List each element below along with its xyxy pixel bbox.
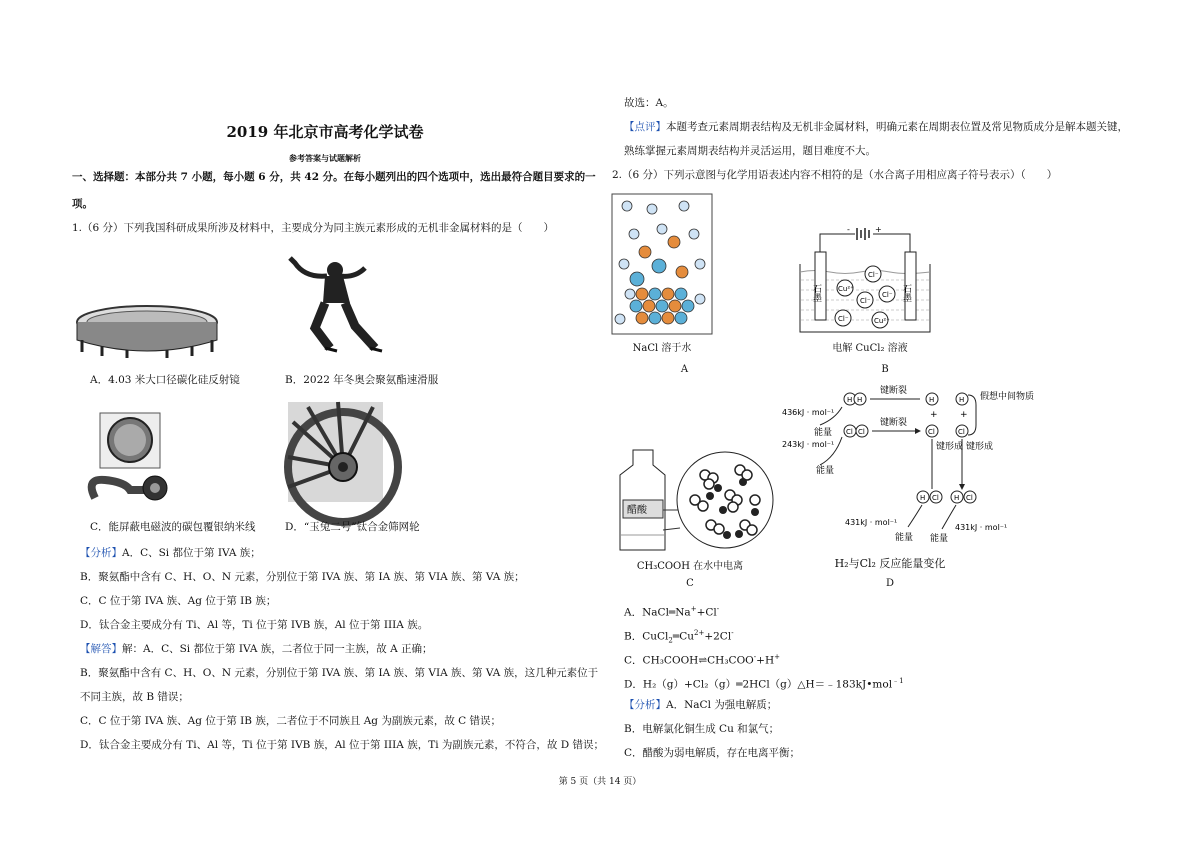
- electrode-label-right: 石墨: [901, 284, 911, 302]
- q2-option-c: C．CH₃COOH⇌CH₃COO-+H+: [624, 653, 781, 667]
- fig-c-label: C: [686, 578, 694, 589]
- section-heading-cont: 项。: [72, 198, 93, 210]
- svg-text:Cl: Cl: [958, 428, 965, 436]
- svg-text:Cl: Cl: [858, 428, 865, 436]
- svg-text:Cl⁻: Cl⁻: [860, 297, 871, 305]
- intermediate-label: 假想中间物质: [980, 392, 1035, 402]
- svg-text:H: H: [857, 396, 863, 404]
- page-title: 2019 年北京市高考化学试卷: [226, 123, 424, 141]
- mirror-image: [72, 300, 222, 360]
- q1-answer-2b: 不同主族，故 B 错误；: [80, 691, 189, 703]
- break-label-2: 键断裂: [880, 418, 908, 428]
- svg-text:Cl⁻: Cl⁻: [838, 315, 849, 323]
- q1-option-c: C．能屏蔽电磁波的碳包覆银纳米线: [90, 521, 256, 533]
- q2-analysis-a: A．NaCl 为强电解质；: [666, 699, 778, 711]
- svg-text:+: +: [930, 410, 938, 420]
- form-label-2: 键形成: [966, 442, 994, 452]
- q2-option-b: B．$CuCl_2═Cu^{2+}+2Cl^-$: [624, 629, 734, 645]
- fig-a-label: A: [680, 364, 689, 375]
- energy-diagram-figure: [780, 385, 1035, 555]
- nacl-dissolving-figure: [612, 194, 712, 334]
- form-label-1: 键形成: [936, 442, 964, 452]
- svg-text:Cl: Cl: [846, 428, 853, 436]
- analysis-tag: 【分析】: [80, 547, 122, 559]
- q1-analysis-3: C．C 位于第 IVA 族、Ag 位于第 IB 族；: [80, 595, 277, 607]
- fig-c-caption: CH₃COOH 在水中电离: [636, 561, 744, 572]
- electrolysis-figure: [795, 222, 935, 334]
- q1-option-d: D．“玉兔二号”钛合金筛网轮: [285, 521, 420, 533]
- q1-analysis-2: B．聚氨酯中含有 C、H、O、N 元素，分别位于第 IVA 族、第 IA 族、第 VIA 族、第 VA 族；: [80, 571, 525, 583]
- q2-analysis-b: B．电解氯化铜生成 Cu 和氯气；: [624, 723, 780, 735]
- q2-analysis-c: C．醋酸为弱电解质，存在电离平衡；: [624, 747, 801, 759]
- fig-d-label: D: [885, 578, 895, 589]
- svg-text:Cu²⁺: Cu²⁺: [838, 285, 854, 293]
- svg-text:H: H: [920, 494, 926, 502]
- svg-text:+: +: [960, 410, 968, 420]
- svg-text:-: -: [847, 225, 850, 234]
- fig-b-label: B: [881, 364, 889, 375]
- fig-d-caption: H₂与Cl₂ 反应能量变化: [834, 557, 946, 570]
- q1-option-a: A．4.03 米大口径碳化硅反射镜: [90, 374, 240, 386]
- energy-label-4: 能量: [930, 534, 949, 544]
- break-label-1: 键断裂: [880, 386, 908, 396]
- q1-option-b: B．2022 年冬奥会聚氨酯速滑服: [285, 374, 439, 386]
- q1-analysis-4: D．钛合金主要成分有 Ti、Al 等，Ti 位于第 IVB 族，Al 位于第 IIIA 族。: [80, 619, 429, 631]
- q1-stem: 1.（6 分）下列我国科研成果所涉及材料中，主要成分为同主族元素形成的无机非金属材料的是（ ）: [72, 222, 555, 234]
- svg-text:Cl⁻: Cl⁻: [868, 271, 879, 279]
- q1-answer-3: C．C 位于第 IVA 族、Ag 位于第 IB 族，二者位于不同族且 Ag 为副族元素，故 C 错误；: [80, 715, 502, 727]
- energy-436: 436kJ · mol⁻¹: [782, 408, 835, 417]
- svg-text:Cl: Cl: [928, 428, 935, 436]
- comment-line-1: 本题考查元素周期表结构及无机非金属材料，明确元素在周期表位置及常见物质成分是解本题关键，: [666, 121, 1128, 133]
- page-subtitle: 参考答案与试题解析: [289, 153, 361, 163]
- svg-text:+: +: [875, 225, 882, 234]
- answer-tag: 【解答】: [80, 643, 122, 655]
- svg-text:Cl⁻: Cl⁻: [882, 291, 893, 299]
- energy-243: 243kJ · mol⁻¹: [782, 440, 835, 449]
- q2-option-d: D．H₂（g）+Cl₂（g）═2HCl（g）△H＝﹣183kJ•mol$^{﹣1}$: [624, 677, 904, 691]
- svg-text:H: H: [929, 396, 935, 404]
- comment-line-2: 熟练掌握元素周期表结构并灵活运用，题目难度不大。: [624, 145, 876, 157]
- svg-text:H: H: [954, 494, 960, 502]
- bottle-label: 醋酸: [627, 505, 647, 516]
- q2-stem: 2.（6 分）下列示意图与化学用语表述内容不相符的是（水合离子用相应离子符号表示）（ ）: [612, 169, 1058, 181]
- energy-label-1: 能量: [814, 428, 833, 438]
- skater-image: [285, 248, 385, 358]
- svg-text:H: H: [847, 396, 853, 404]
- electrode-label-left: 石墨: [811, 284, 821, 302]
- q1-answer-2a: B．聚氨酯中含有 C、H、O、N 元素，分别位于第 IVA 族、第 IA 族、第 VIA 族、第 VA 族，这几种元素位于: [80, 667, 599, 679]
- q1-analysis-1: A．C、Si 都位于第 IVA 族；: [122, 547, 261, 559]
- acetic-acid-figure: [615, 440, 775, 555]
- svg-text:Cl: Cl: [966, 494, 973, 502]
- energy-431-b: 431kJ · mol⁻¹: [955, 523, 1008, 532]
- choose-answer: 故选：A。: [624, 97, 674, 109]
- wheel-image: [288, 402, 383, 502]
- fig-b-caption: 电解 CuCl₂ 溶液: [832, 343, 908, 354]
- svg-text:H: H: [959, 396, 965, 404]
- page-footer: 第 5 页（共 14 页）: [558, 777, 642, 787]
- q2-analysis-tag: 【分析】: [624, 699, 666, 711]
- svg-text:Cl: Cl: [932, 494, 939, 502]
- fig-a-caption: NaCl 溶于水: [632, 343, 692, 354]
- energy-label-3: 能量: [895, 533, 914, 543]
- q2-option-a: A．NaCl═Na++Cl-: [624, 605, 720, 619]
- svg-text:Cu²⁺: Cu²⁺: [874, 317, 890, 325]
- nanowire-image: [85, 408, 175, 503]
- energy-label-2: 能量: [816, 466, 835, 476]
- q1-answer-1: 解：A．C、Si 都位于第 IVA 族，二者位于同一主族，故 A 正确；: [122, 643, 433, 655]
- energy-431-a: 431kJ · mol⁻¹: [845, 518, 898, 527]
- section-heading: 一、选择题：本部分共 7 小题，每小题 6 分，共 42 分。在每小题列出的四个选项中，选出最符合题目要求的一: [72, 171, 596, 183]
- comment-tag: 【点评】: [624, 121, 666, 133]
- q1-answer-4: D．钛合金主要成分有 Ti、Al 等，Ti 位于第 IVB 族，Al 位于第 IIIA 族，Ti 为副族元素，不符合，故 D 错误；: [80, 739, 604, 751]
